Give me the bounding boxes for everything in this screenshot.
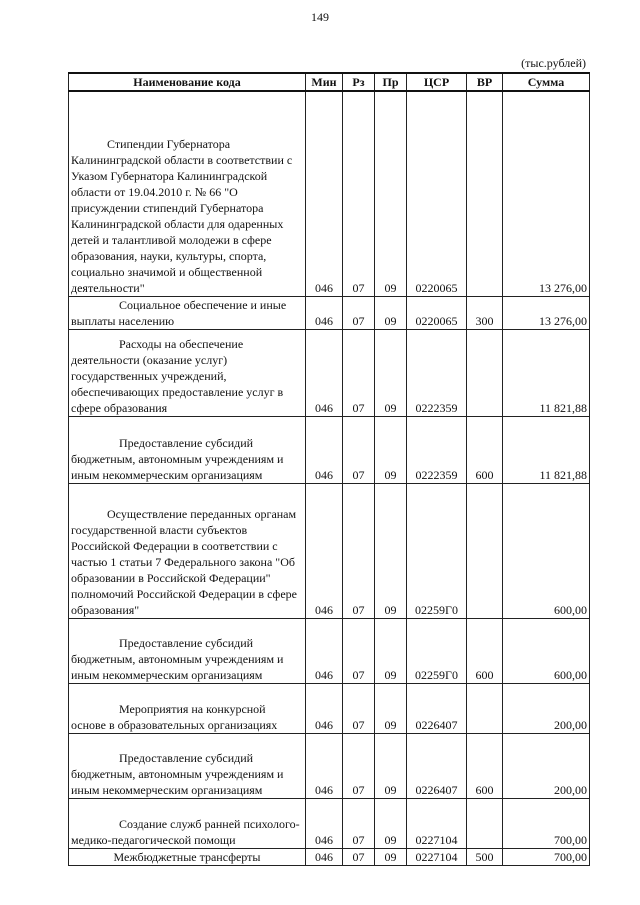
vr-cell: 500 <box>467 848 503 865</box>
min-cell: 046 <box>306 848 343 865</box>
sum-cell: 11 821,88 <box>503 416 590 483</box>
vr-cell <box>467 798 503 848</box>
rz-cell: 07 <box>343 416 375 483</box>
pr-cell: 09 <box>375 483 407 618</box>
row-name-cell <box>69 296 306 329</box>
sum-cell: 700,00 <box>503 848 590 865</box>
vr-cell: 300 <box>467 296 503 329</box>
rz-cell: 07 <box>343 618 375 683</box>
csr-cell: 0226407 <box>407 683 467 733</box>
sum-cell: 200,00 <box>503 733 590 798</box>
sum-cell: 13 276,00 <box>503 296 590 329</box>
row-name-cell <box>69 798 306 848</box>
header-row <box>69 73 590 91</box>
csr-cell: 02259Г0 <box>407 618 467 683</box>
rz-cell: 07 <box>343 798 375 848</box>
col-header-csr: ЦСР <box>407 73 467 91</box>
csr-cell: 0222359 <box>407 329 467 416</box>
sum-cell: 600,00 <box>503 618 590 683</box>
row-name: Предоставление субсидий бюджетным, автономным учреждениям и иным некоммерческим организациям <box>71 635 284 682</box>
row-name: Расходы на обеспечение деятельности (оказание услуг) государственных учреждений, обеспечивающих предоставление услуг в сфере образования <box>71 336 284 415</box>
sum-cell: 200,00 <box>503 683 590 733</box>
rz-cell: 07 <box>343 848 375 865</box>
min-cell: 046 <box>306 733 343 798</box>
pr-cell: 09 <box>375 91 407 296</box>
csr-cell: 0226407 <box>407 733 467 798</box>
row-name: Предоставление субсидий бюджетным, автономным учреждениям и иным некоммерческим организациям <box>71 750 284 797</box>
csr-cell: 0222359 <box>407 416 467 483</box>
units-label: (тыс.рублей) <box>521 56 586 70</box>
min-cell: 046 <box>306 91 343 296</box>
row-name-cell <box>69 683 306 733</box>
row-name-cell <box>69 848 306 865</box>
pr-cell: 09 <box>375 848 407 865</box>
table-row <box>69 416 590 483</box>
table-row <box>69 683 590 733</box>
table-row <box>69 848 590 865</box>
page-number: 149 <box>311 10 329 24</box>
table-row <box>69 483 590 618</box>
row-name-cell <box>69 91 306 296</box>
row-name: Мероприятия на конкурсной основе в образовательных организациях <box>71 701 278 732</box>
sum-cell: 600,00 <box>503 483 590 618</box>
sum-cell: 11 821,88 <box>503 329 590 416</box>
rz-cell: 07 <box>343 683 375 733</box>
col-header-sum: Сумма <box>503 73 590 91</box>
min-cell: 046 <box>306 296 343 329</box>
csr-cell: 0220065 <box>407 91 467 296</box>
budget-table <box>68 72 590 866</box>
table-row <box>69 91 590 296</box>
min-cell: 046 <box>306 798 343 848</box>
row-name-cell <box>69 416 306 483</box>
row-name: Стипендии Губернатора Калининградской области в соответствии с Указом Губернатора Калининградской области от 19.04.2010 г. № 66 "О присуждении стипендий Губернатора Калининградской области для одаренных детей и талантливой молодежи в сфере образования, науки, культуры, спорта, социально значимой и общественной деятельности" <box>71 136 293 295</box>
vr-cell <box>467 483 503 618</box>
table-row <box>69 618 590 683</box>
vr-cell <box>467 683 503 733</box>
row-name: Межбюджетные трансферты <box>113 849 261 864</box>
vr-cell <box>467 91 503 296</box>
row-name-cell <box>69 483 306 618</box>
col-header-min: Мин <box>306 73 343 91</box>
vr-cell: 600 <box>467 416 503 483</box>
vr-cell <box>467 329 503 416</box>
min-cell: 046 <box>306 483 343 618</box>
row-name: Осуществление переданных органам государственной власти субъектов Российской Федерации в соответствии с частью 1 статьи 7 Федерального закона "Об образовании в Российской Федерации" полномочий Российской Федерации в сфере образования" <box>71 506 297 617</box>
csr-cell: 0227104 <box>407 848 467 865</box>
pr-cell: 09 <box>375 618 407 683</box>
col-header-vr: ВР <box>467 73 503 91</box>
min-cell: 046 <box>306 329 343 416</box>
pr-cell: 09 <box>375 798 407 848</box>
row-name: Создание служб ранней психолого-медико-педагогической помощи <box>71 816 300 847</box>
table-row <box>69 733 590 798</box>
min-cell: 046 <box>306 683 343 733</box>
min-cell: 046 <box>306 416 343 483</box>
table-row <box>69 329 590 416</box>
csr-cell: 02259Г0 <box>407 483 467 618</box>
row-name-cell <box>69 733 306 798</box>
row-name: Социальное обеспечение и иные выплаты населению <box>71 297 287 328</box>
pr-cell: 09 <box>375 683 407 733</box>
vr-cell: 600 <box>467 618 503 683</box>
table-row <box>69 798 590 848</box>
csr-cell: 0220065 <box>407 296 467 329</box>
sum-cell: 13 276,00 <box>503 91 590 296</box>
min-cell: 046 <box>306 618 343 683</box>
pr-cell: 09 <box>375 733 407 798</box>
vr-cell: 600 <box>467 733 503 798</box>
col-header-name: Наименование кода <box>69 73 306 91</box>
csr-cell: 0227104 <box>407 798 467 848</box>
table-row <box>69 296 590 329</box>
pr-cell: 09 <box>375 296 407 329</box>
col-header-pr: Пр <box>375 73 407 91</box>
rz-cell: 07 <box>343 296 375 329</box>
pr-cell: 09 <box>375 416 407 483</box>
row-name: Предоставление субсидий бюджетным, автономным учреждениям и иным некоммерческим организациям <box>71 435 284 482</box>
pr-cell: 09 <box>375 329 407 416</box>
col-header-rz: Рз <box>343 73 375 91</box>
row-name-cell <box>69 329 306 416</box>
rz-cell: 07 <box>343 733 375 798</box>
rz-cell: 07 <box>343 329 375 416</box>
sum-cell: 700,00 <box>503 798 590 848</box>
rz-cell: 07 <box>343 91 375 296</box>
row-name-cell <box>69 618 306 683</box>
rz-cell: 07 <box>343 483 375 618</box>
